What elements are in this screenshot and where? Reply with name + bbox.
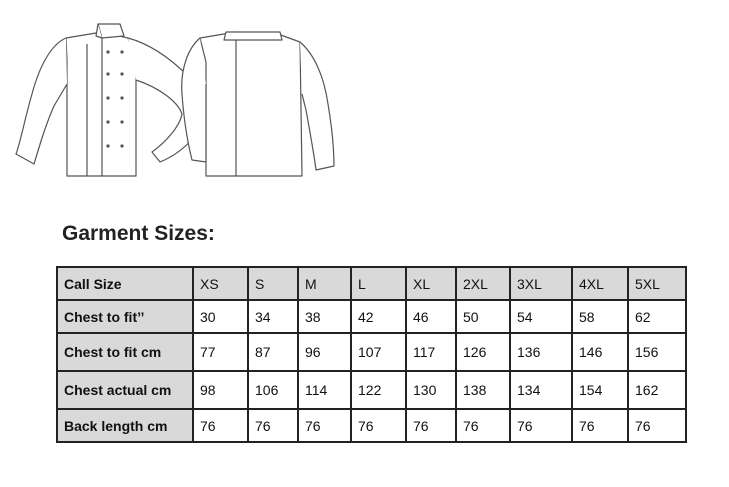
table-row-chest-actual xyxy=(57,371,686,409)
table-row-chest-cm xyxy=(57,333,686,371)
size-chart-table xyxy=(56,266,687,443)
page-title: Garment Sizes: xyxy=(62,222,215,245)
size-header-cell: 2XL xyxy=(456,267,510,300)
value-cell: 76 xyxy=(628,409,686,442)
jacket-back-view xyxy=(182,32,334,176)
value-cell: 106 xyxy=(248,371,298,409)
value-cell: 54 xyxy=(510,300,572,333)
value-cell: 46 xyxy=(406,300,456,333)
value-cell: 98 xyxy=(193,371,248,409)
table-row-chest-inches xyxy=(57,300,686,333)
value-cell: 130 xyxy=(406,371,456,409)
value-cell: 76 xyxy=(572,409,628,442)
value-cell: 62 xyxy=(628,300,686,333)
row-label-cell: Back length cm xyxy=(57,409,193,442)
size-header-cell: 3XL xyxy=(510,267,572,300)
value-cell: 138 xyxy=(456,371,510,409)
value-cell: 38 xyxy=(298,300,351,333)
size-header-cell: XL xyxy=(406,267,456,300)
value-cell: 156 xyxy=(628,333,686,371)
value-cell: 58 xyxy=(572,300,628,333)
value-cell: 76 xyxy=(298,409,351,442)
size-header-cell: 5XL xyxy=(628,267,686,300)
row-label-cell: Chest to fit cm xyxy=(57,333,193,371)
header-label-cell: Call Size xyxy=(57,267,193,300)
value-cell: 34 xyxy=(248,300,298,333)
size-header-cell: L xyxy=(351,267,406,300)
value-cell: 162 xyxy=(628,371,686,409)
row-label-cell: Chest to fit’’ xyxy=(57,300,193,333)
value-cell: 134 xyxy=(510,371,572,409)
value-cell: 76 xyxy=(510,409,572,442)
value-cell: 126 xyxy=(456,333,510,371)
value-cell: 42 xyxy=(351,300,406,333)
chef-jacket-illustration xyxy=(10,14,340,186)
value-cell: 122 xyxy=(351,371,406,409)
size-header-cell: S xyxy=(248,267,298,300)
size-header-cell: 4XL xyxy=(572,267,628,300)
value-cell: 136 xyxy=(510,333,572,371)
value-cell: 107 xyxy=(351,333,406,371)
value-cell: 87 xyxy=(248,333,298,371)
value-cell: 96 xyxy=(298,333,351,371)
table-header-row xyxy=(57,267,686,300)
table-row-back-length xyxy=(57,409,686,442)
value-cell: 76 xyxy=(248,409,298,442)
value-cell: 76 xyxy=(351,409,406,442)
value-cell: 146 xyxy=(572,333,628,371)
value-cell: 117 xyxy=(406,333,456,371)
size-header-cell: M xyxy=(298,267,351,300)
row-label-cell: Chest actual cm xyxy=(57,371,193,409)
value-cell: 76 xyxy=(193,409,248,442)
value-cell: 76 xyxy=(406,409,456,442)
value-cell: 30 xyxy=(193,300,248,333)
value-cell: 50 xyxy=(456,300,510,333)
value-cell: 77 xyxy=(193,333,248,371)
value-cell: 114 xyxy=(298,371,351,409)
jacket-front-view xyxy=(16,24,206,176)
value-cell: 76 xyxy=(456,409,510,442)
size-header-cell: XS xyxy=(193,267,248,300)
value-cell: 154 xyxy=(572,371,628,409)
